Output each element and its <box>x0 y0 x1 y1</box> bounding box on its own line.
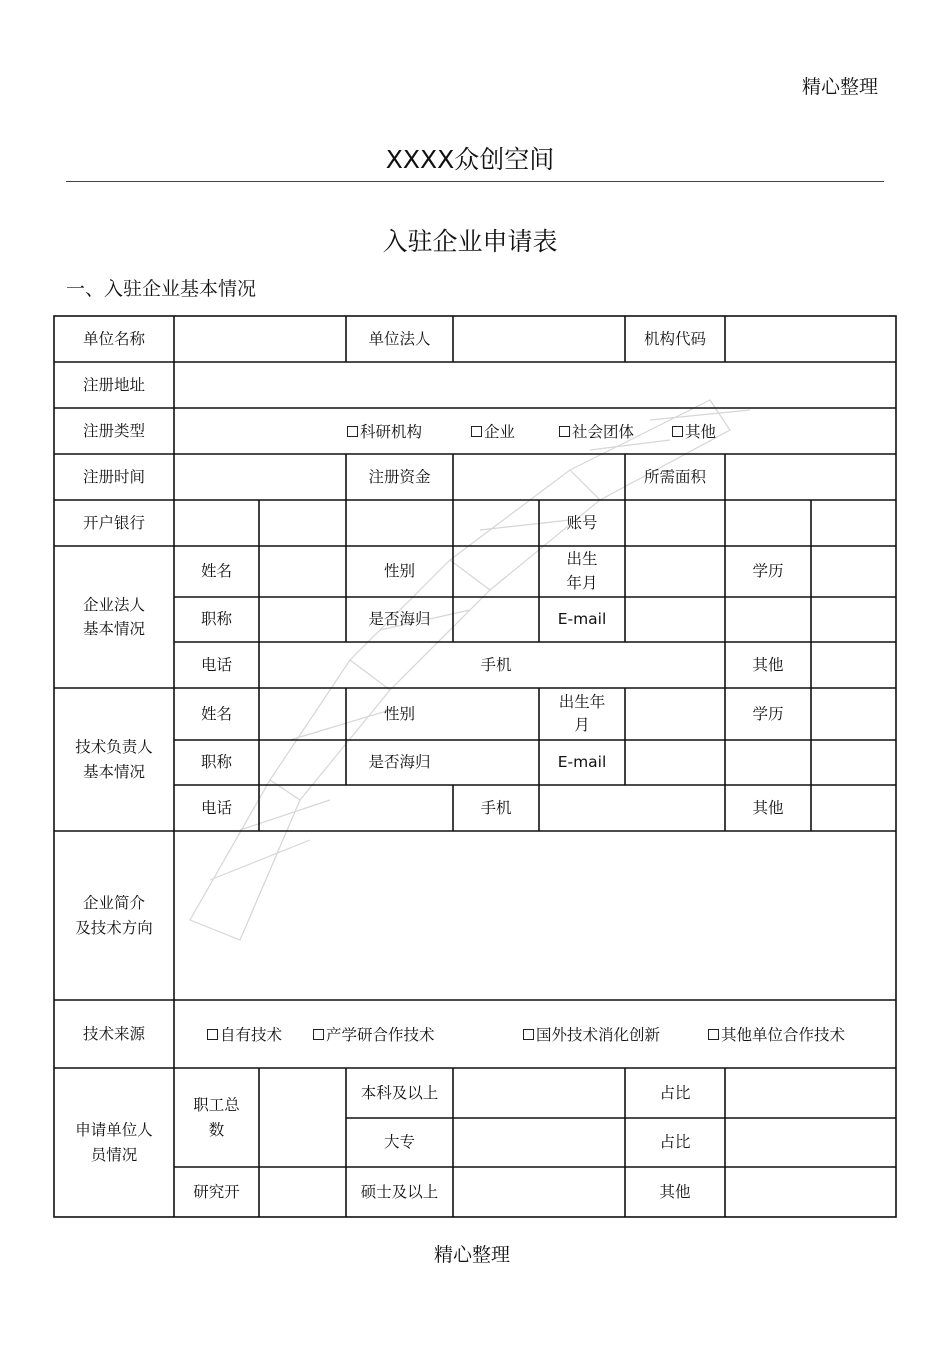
tl-extra-field-1[interactable] <box>725 740 811 785</box>
tl-extra-field-2[interactable] <box>811 740 896 785</box>
tl-gender-label: 性别 <box>383 704 415 723</box>
option-label: 产学研合作技术 <box>326 1026 435 1044</box>
lp-extra-field-2[interactable] <box>811 597 896 642</box>
bank-label: 开户银行 <box>82 513 145 532</box>
tech-source-option-foreign[interactable] <box>523 1023 660 1045</box>
bachelor-ratio-label: 占比 <box>659 1083 691 1102</box>
tl-edu-label: 学历 <box>752 704 784 723</box>
research-field[interactable] <box>259 1167 346 1217</box>
form-title: 入驻企业申请表 <box>382 227 558 256</box>
college-ratio-field[interactable] <box>725 1118 896 1167</box>
lp-extra-field-1[interactable] <box>725 597 811 642</box>
unit-legal-field[interactable] <box>453 316 625 362</box>
checkbox-icon <box>523 1029 534 1040</box>
tl-birth-label: 出生年 月 <box>558 692 606 734</box>
tech-source-options <box>174 1000 896 1068</box>
checkbox-icon <box>347 426 358 437</box>
tl-phone-field[interactable] <box>259 785 453 831</box>
lp-returnee-field[interactable] <box>453 597 539 642</box>
bachelor-ratio-field[interactable] <box>725 1068 896 1118</box>
option-label: 自有技术 <box>220 1026 283 1044</box>
option-label: 科研机构 <box>360 423 423 441</box>
staff-other-label: 其他 <box>659 1182 691 1201</box>
reg-type-option-social[interactable] <box>559 420 634 442</box>
page-title: XXXX众创空间 <box>385 145 555 174</box>
intro-field[interactable] <box>174 831 896 1000</box>
research-label: 研究开 <box>193 1182 240 1201</box>
lp-email-field[interactable] <box>625 597 725 642</box>
reg-type-option-enterprise[interactable] <box>471 420 515 442</box>
capital-field[interactable] <box>453 454 625 500</box>
bachelor-label: 本科及以上 <box>360 1083 439 1102</box>
college-field[interactable] <box>453 1118 625 1167</box>
legal-person-label: 企业法人 基本情况 <box>82 595 145 638</box>
tl-email-field[interactable] <box>625 740 725 785</box>
tl-title-field[interactable] <box>259 740 346 785</box>
lp-name-field[interactable] <box>259 546 346 597</box>
staff-label: 申请单位人 员情况 <box>75 1121 153 1164</box>
tl-name-field[interactable] <box>259 688 346 740</box>
lp-gender-label: 性别 <box>383 562 415 581</box>
capital-label: 注册资金 <box>368 467 431 486</box>
address-field[interactable] <box>174 362 896 408</box>
reg-time-field[interactable] <box>174 454 346 500</box>
lp-edu-field[interactable] <box>811 546 896 597</box>
tl-other-field[interactable] <box>811 785 896 831</box>
lp-title-field[interactable] <box>259 597 346 642</box>
tl-mobile-field[interactable] <box>539 785 725 831</box>
staff-total-label: 职工总 数 <box>193 1096 240 1139</box>
lp-birth-field[interactable] <box>625 546 725 597</box>
checkbox-icon <box>559 426 570 437</box>
tl-returnee-field[interactable] <box>453 740 539 785</box>
staff-other-field[interactable] <box>725 1167 896 1217</box>
account-field[interactable] <box>625 500 896 546</box>
tl-title-label: 职称 <box>200 753 232 772</box>
tl-other-label: 其他 <box>752 798 784 817</box>
lp-phone-field[interactable] <box>259 642 453 688</box>
lp-email-label: E-mail <box>557 610 607 629</box>
master-label: 硕士及以上 <box>360 1182 439 1201</box>
lp-birth-label: 出生 年月 <box>566 550 598 592</box>
college-ratio-label: 占比 <box>659 1133 691 1152</box>
tech-lead-label: 技术负责人 基本情况 <box>75 738 153 781</box>
checkbox-icon <box>313 1029 324 1040</box>
intro-label: 企业简介 及技术方向 <box>75 894 153 937</box>
master-field[interactable] <box>453 1167 625 1217</box>
option-label: 企业 <box>484 423 516 441</box>
college-label: 大专 <box>383 1133 415 1152</box>
unit-name-label: 单位名称 <box>82 329 145 348</box>
reg-type-options <box>174 408 896 454</box>
checkbox-icon <box>471 426 482 437</box>
lp-title-label: 职称 <box>200 610 232 629</box>
checkbox-icon <box>708 1029 719 1040</box>
unit-name-field[interactable] <box>174 316 346 362</box>
org-code-field[interactable] <box>725 316 896 362</box>
checkbox-icon <box>207 1029 218 1040</box>
unit-legal-label: 单位法人 <box>368 329 431 348</box>
tech-source-label: 技术来源 <box>82 1024 145 1043</box>
org-code-label: 机构代码 <box>643 329 706 348</box>
option-label: 其他 <box>685 423 717 441</box>
footer-note: 精心整理 <box>433 1244 510 1266</box>
area-field[interactable] <box>725 454 896 500</box>
bachelor-field[interactable] <box>453 1068 625 1118</box>
tl-mobile-label: 手机 <box>480 798 512 817</box>
section-title: 一、入驻企业基本情况 <box>66 278 257 300</box>
tl-name-label: 姓名 <box>200 704 232 723</box>
lp-edu-label: 学历 <box>752 562 784 581</box>
reg-type-option-research[interactable] <box>347 420 422 442</box>
bank-field[interactable] <box>174 500 539 546</box>
option-label: 国外技术消化创新 <box>536 1026 661 1044</box>
lp-mobile-field[interactable] <box>539 642 725 688</box>
tech-source-option-partner[interactable] <box>708 1023 845 1045</box>
area-label: 所需面积 <box>643 467 706 486</box>
staff-total-field[interactable] <box>259 1068 346 1167</box>
account-label: 账号 <box>566 513 598 532</box>
tl-phone-label: 电话 <box>200 798 232 817</box>
option-label: 其他单位合作技术 <box>721 1026 846 1044</box>
checkbox-icon <box>672 426 683 437</box>
reg-type-option-other[interactable] <box>672 420 716 442</box>
option-label: 社会团体 <box>572 423 635 441</box>
header-note: 精心整理 <box>801 76 878 98</box>
tech-source-option-industry[interactable] <box>313 1023 435 1045</box>
lp-other-label: 其他 <box>752 655 784 674</box>
tl-gender-field[interactable] <box>453 688 539 740</box>
lp-name-label: 姓名 <box>200 562 232 581</box>
lp-returnee-label: 是否海归 <box>368 610 431 629</box>
tl-edu-field[interactable] <box>811 688 896 740</box>
tl-birth-field[interactable] <box>625 688 725 740</box>
tl-email-label: E-mail <box>557 753 607 772</box>
lp-other-field[interactable] <box>811 642 896 688</box>
lp-mobile-label: 手机 <box>480 655 512 674</box>
tech-source-option-own[interactable] <box>207 1023 282 1045</box>
lp-gender-field[interactable] <box>453 546 539 597</box>
lp-phone-label: 电话 <box>200 655 232 674</box>
tl-returnee-label: 是否海归 <box>368 753 431 772</box>
address-label: 注册地址 <box>82 375 145 394</box>
reg-type-label: 注册类型 <box>82 421 145 440</box>
reg-time-label: 注册时间 <box>82 467 145 486</box>
